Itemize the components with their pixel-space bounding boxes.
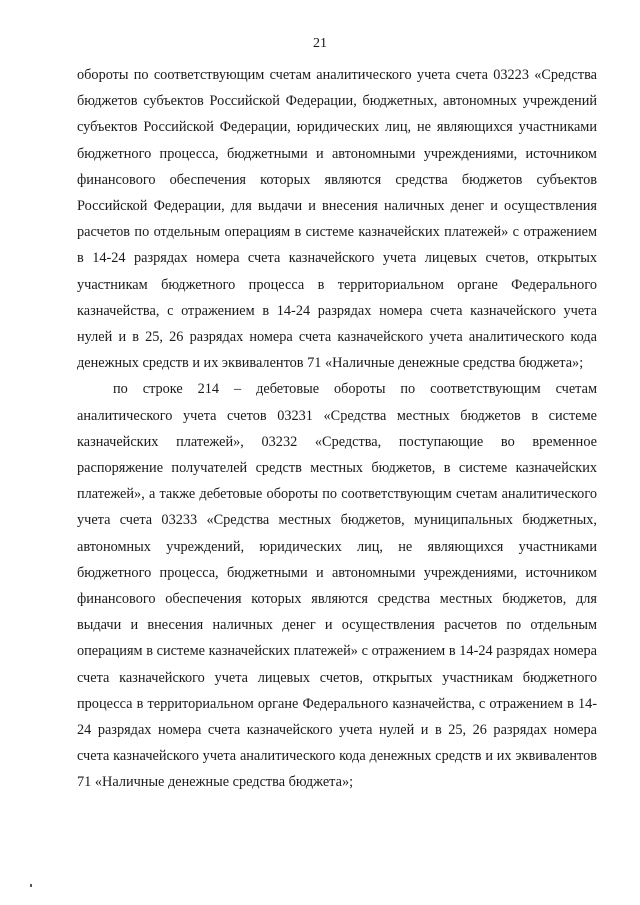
paragraph-line-214: по строке 214 – дебетовые обороты по соответствующим счетам аналитического учета счетов 03231 «Средства местных бюджетов в системе казначейских платежей», 03232 «Средства, поступающие во временное распоряжение получателей средств местных бюджетов, в системе казначейских платежей», а также дебетовые обороты по соответствующим счетам аналитического учета счета 03233 «Средства местных бюджетов, муниципальных бюджетных, автономных учреждений, юридических лиц, не являющихся участниками бюджетного процесса, бюджетными и автономными учреждениями, источником финансового обеспечения которых являются средства местных бюджетов, для выдачи и внесения наличных денег и осуществления расчетов по отдельным операциям в системе казначейских платежей» с отражением в 14-24 разрядах номера счета казначейского учета лицевых счетов, открытых участникам бюджетного процесса в территориальном органе Федерального казначейства, с отражением в 14-24 разрядах номера счета казначейского учета нулей и в 25, 26 разрядах номера счета казначейского учета аналитического кода денежных средств и их эквивалентов 71 «Наличные денежные средства бюджета»; [77,381,597,791]
paragraph-continuation: обороты по соответствующим счетам аналитического учета счета 03223 «Средства бюджетов субъектов Российской Федерации, бюджетных, автономных учреждений субъектов Российской Федерации, юридических лиц, не являющихся участниками бюджетного процесса, бюджетными и автономными учреждениями, источником финансового обеспечения которых являются средства бюджетов субъектов Российской Федерации, для выдачи и внесения наличных денег и осуществления расчетов по отдельным операциям в системе казначейских платежей» с отражением в 14-24 разрядах номера счета казначейского учета лицевых счетов, открытых участникам бюджетного процесса в территориальном органе Федерального казначейства, с отражением в 14-24 разрядах номера счета казначейского учета нулей и в 25, 26 разрядах номера счета казначейского учета аналитического кода денежных средств и их эквивалентов 71 «Наличные денежные средства бюджета»; [77,67,597,372]
document-body [77,62,597,796]
scan-speck [30,884,32,887]
page-number: 21 [313,36,327,51]
